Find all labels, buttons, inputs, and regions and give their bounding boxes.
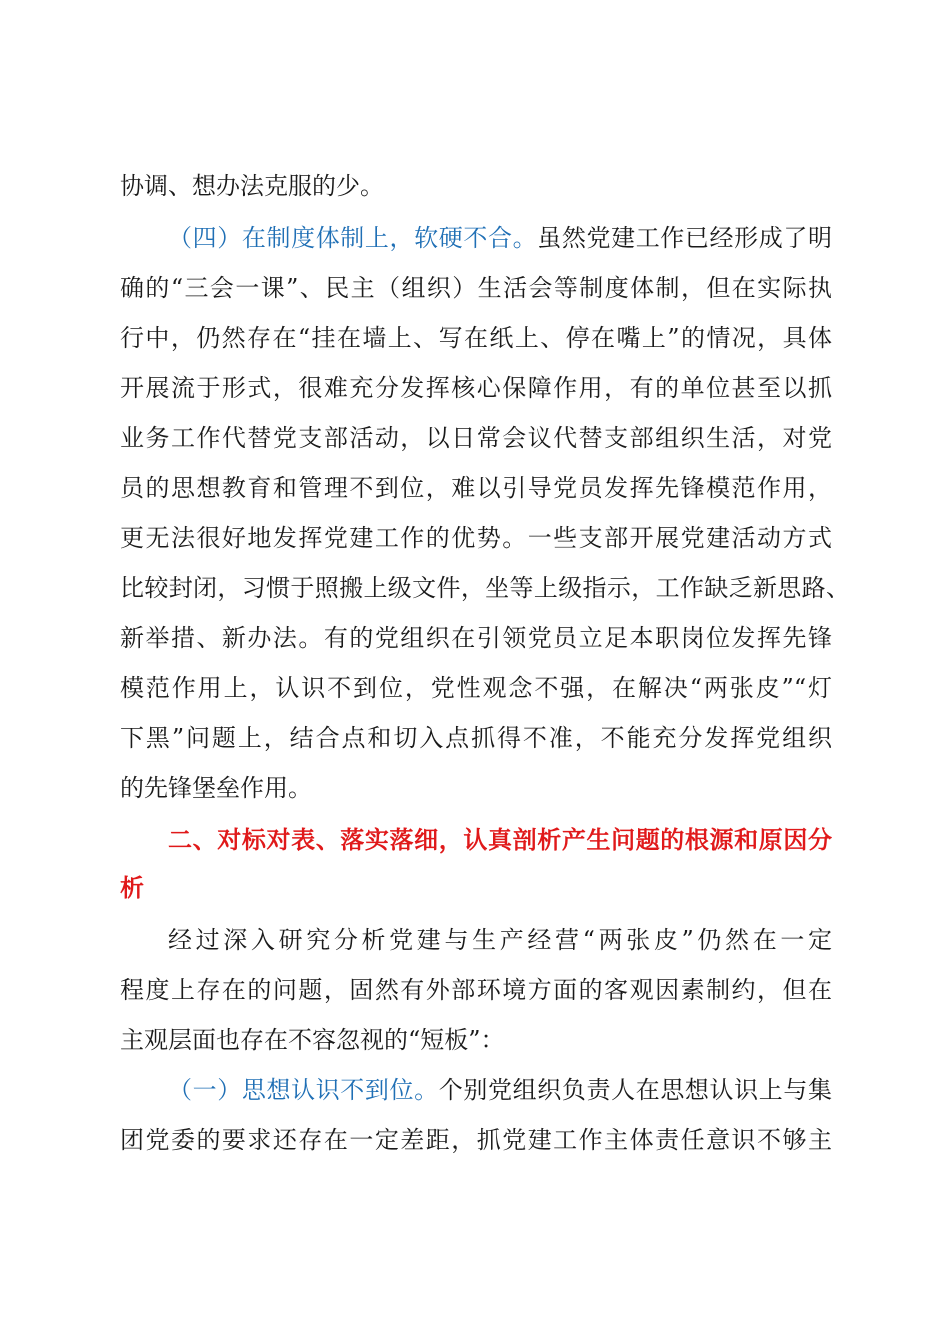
- paragraph-line-7: 员的思想教育和管理不到位，难以引导党员发挥先锋模范作用，: [120, 474, 832, 502]
- section-heading-line-1: 二、对标对表、落实落细，认真剖析产生问题的根源和原因分: [168, 826, 832, 854]
- paragraph-line-14: 经过深入研究分析党建与生产经营“两张皮”仍然在一定: [168, 926, 832, 954]
- paragraph-line-13: 的先锋堡垒作用。: [120, 774, 312, 802]
- paragraph-line-16: 主观层面也存在不容忽视的“短板”：: [120, 1026, 505, 1054]
- paragraph-line-3: 确的“三会一课”、民主（组织）生活会等制度体制，但在实际执: [120, 274, 832, 302]
- paragraph-text: 虽然党建工作已经形成了明: [537, 224, 833, 252]
- paragraph-line-18: 团党委的要求还存在一定差距，抓党建工作主体责任意识不够主: [120, 1126, 832, 1154]
- paragraph-line-17: [168, 1070, 832, 1110]
- paragraph-line-6: 业务工作代替党支部活动，以日常会议代替支部组织生活，对党: [120, 424, 832, 452]
- paragraph-line-5: 开展流于形式，很难充分发挥核心保障作用，有的单位甚至以抓: [120, 374, 832, 402]
- section-heading-line-2: 析: [120, 874, 144, 902]
- paragraph-line-10: 新举措、新办法。有的党组织在引领党员立足本职岗位发挥先锋: [120, 624, 832, 652]
- subheading-four: （四）在制度体制上，软硬不合。: [168, 224, 538, 252]
- paragraph-line-15: 程度上存在的问题，固然有外部环境方面的客观因素制约，但在: [120, 976, 832, 1004]
- paragraph-line-1: 协调、想办法克服的少。: [120, 172, 384, 200]
- subheading-one: （一）思想认识不到位。: [168, 1076, 439, 1104]
- paragraph-line-9: 比较封闭，习惯于照搬上级文件，坐等上级指示，工作缺乏新思路、: [120, 574, 850, 602]
- paragraph-line-4: 行中，仍然存在“挂在墙上、写在纸上、停在嘴上”的情况，具体: [120, 324, 832, 352]
- paragraph-line-12: 下黑”问题上，结合点和切入点抓得不准，不能充分发挥党组织: [120, 724, 832, 752]
- paragraph-line-2: [168, 218, 832, 258]
- paragraph-text: 个别党组织负责人在思想认识上与集: [438, 1076, 833, 1104]
- paragraph-line-8: 更无法很好地发挥党建工作的优势。一些支部开展党建活动方式: [120, 524, 832, 552]
- paragraph-line-11: 模范作用上，认识不到位，党性观念不强，在解决“两张皮”“灯: [120, 674, 832, 702]
